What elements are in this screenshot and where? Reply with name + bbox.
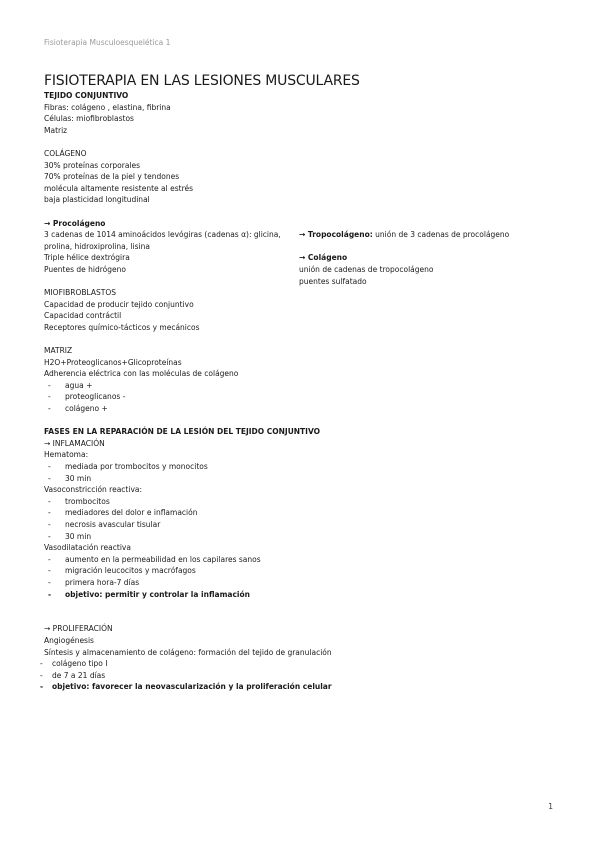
page-number: 1 bbox=[548, 802, 553, 811]
tejido-heading: TEJIDO CONJUNTIVO bbox=[44, 91, 129, 100]
miofibroblastos-line: Capacidad contráctil bbox=[44, 311, 122, 321]
matriz-line: Adherencia eléctrica con las moléculas de colágeno bbox=[44, 369, 239, 379]
list-item: - migración leucocitos y macrófagos bbox=[44, 565, 556, 577]
tropocolageno-line: → Tropocolágeno: unión de 3 cadenas de procolágeno bbox=[299, 230, 510, 240]
running-header: Fisioterapia Musculoesquelética 1 bbox=[44, 38, 171, 47]
list-item: - mediada por trombocitos y monocitos bbox=[44, 461, 556, 473]
list-item: - necrosis avascular tisular bbox=[44, 519, 556, 531]
colageno2-line: unión de cadenas de tropocolágeno bbox=[299, 264, 434, 274]
tejido-line: Matriz bbox=[44, 125, 68, 135]
miofibroblastos-line: Receptores químico-tácticos y mecánicos bbox=[44, 322, 200, 332]
colageno-line: baja plasticidad longitudinal bbox=[44, 195, 150, 205]
list-item: - colágeno tipo I bbox=[38, 658, 556, 670]
miofibroblastos-line: Capacidad de producir tejido conjuntivo bbox=[44, 299, 194, 309]
colageno2-heading: → Colágeno bbox=[299, 253, 348, 263]
vasodilatacion-label: Vasodilatación reactiva bbox=[44, 543, 131, 553]
page-title: FISIOTERAPIA EN LAS LESIONES MUSCULARES bbox=[44, 73, 360, 89]
list-item: - colágeno + bbox=[44, 403, 556, 415]
matriz-line: H2O+Proteoglicanos+Glicoproteínas bbox=[44, 357, 182, 367]
procolageno-line: Triple hélice dextrógira bbox=[44, 253, 130, 263]
colageno2-line: puentes sulfatado bbox=[299, 276, 367, 286]
objetivo-item: - objetivo: permitir y controlar la inflamación bbox=[44, 589, 556, 601]
procolageno-column bbox=[44, 218, 294, 276]
objetivo-item: - objetivo: favorecer la neovascularización y la proliferación celular bbox=[38, 681, 556, 693]
colageno-heading: COLÁGENO bbox=[44, 148, 87, 158]
proliferacion-line: Síntesis y almacenamiento de colágeno: formación del tejido de granulación bbox=[44, 647, 332, 657]
list-item: - primera hora-7 días bbox=[44, 577, 556, 589]
list-item: - de 7 a 21 días bbox=[38, 670, 556, 682]
matriz-list bbox=[44, 380, 556, 415]
colageno-line: 70% proteínas de la piel y tendones bbox=[44, 172, 180, 182]
list-item: - proteoglicanos - bbox=[44, 391, 556, 403]
vasodilatacion-list bbox=[44, 554, 556, 600]
procolageno-line: 3 cadenas de 1014 aminoácidos levógiras (cadenas α): glicina, bbox=[44, 230, 281, 240]
procolageno-line: Puentes de hidrógeno bbox=[44, 264, 126, 274]
procolageno-heading: → Procolágeno bbox=[44, 218, 106, 228]
proliferacion-heading: → PROLIFERACIÓN bbox=[44, 624, 113, 634]
proliferacion-line: Angiogénesis bbox=[44, 635, 94, 645]
list-item: - trombocitos bbox=[44, 496, 556, 508]
list-item: - mediadores del dolor e inflamación bbox=[44, 507, 556, 519]
vasoconstriccion-label: Vasoconstricción reactiva: bbox=[44, 485, 143, 495]
miofibroblastos-heading: MIOFIBROBLASTOS bbox=[44, 288, 117, 298]
arrow-icon: → bbox=[299, 253, 306, 263]
collagen-structure-columns bbox=[44, 218, 556, 286]
tropocolageno-column bbox=[299, 229, 559, 287]
arrow-icon: → bbox=[44, 218, 51, 228]
colageno-line: molécula altamente resistente al estrés bbox=[44, 183, 194, 193]
fases-heading: FASES EN LA REPARACIÓN DE LA LESIÓN DEL TEJIDO CONJUNTIVO bbox=[44, 427, 321, 437]
list-item: - 30 min bbox=[44, 473, 556, 485]
arrow-icon: → bbox=[299, 230, 306, 240]
tejido-line: Fibras: colágeno , elastina, fibrina bbox=[44, 102, 171, 112]
list-item: - 30 min bbox=[44, 531, 556, 543]
document-body bbox=[44, 72, 556, 693]
list-item: - aumento en la permeabilidad en los capilares sanos bbox=[44, 554, 556, 566]
inflamacion-heading: → INFLAMACIÓN bbox=[44, 438, 105, 448]
colageno-line: 30% proteínas corporales bbox=[44, 160, 141, 170]
tejido-line: Células: miofibroblastos bbox=[44, 114, 134, 124]
hematoma-label: Hematoma: bbox=[44, 450, 89, 460]
matriz-heading: MATRIZ bbox=[44, 346, 73, 356]
hematoma-list bbox=[44, 461, 556, 484]
vasoconstriccion-list bbox=[44, 496, 556, 542]
procolageno-line: prolina, hidroxiprolina, lisina bbox=[44, 241, 151, 251]
list-item: - agua + bbox=[44, 380, 556, 392]
proliferacion-list bbox=[38, 658, 556, 693]
